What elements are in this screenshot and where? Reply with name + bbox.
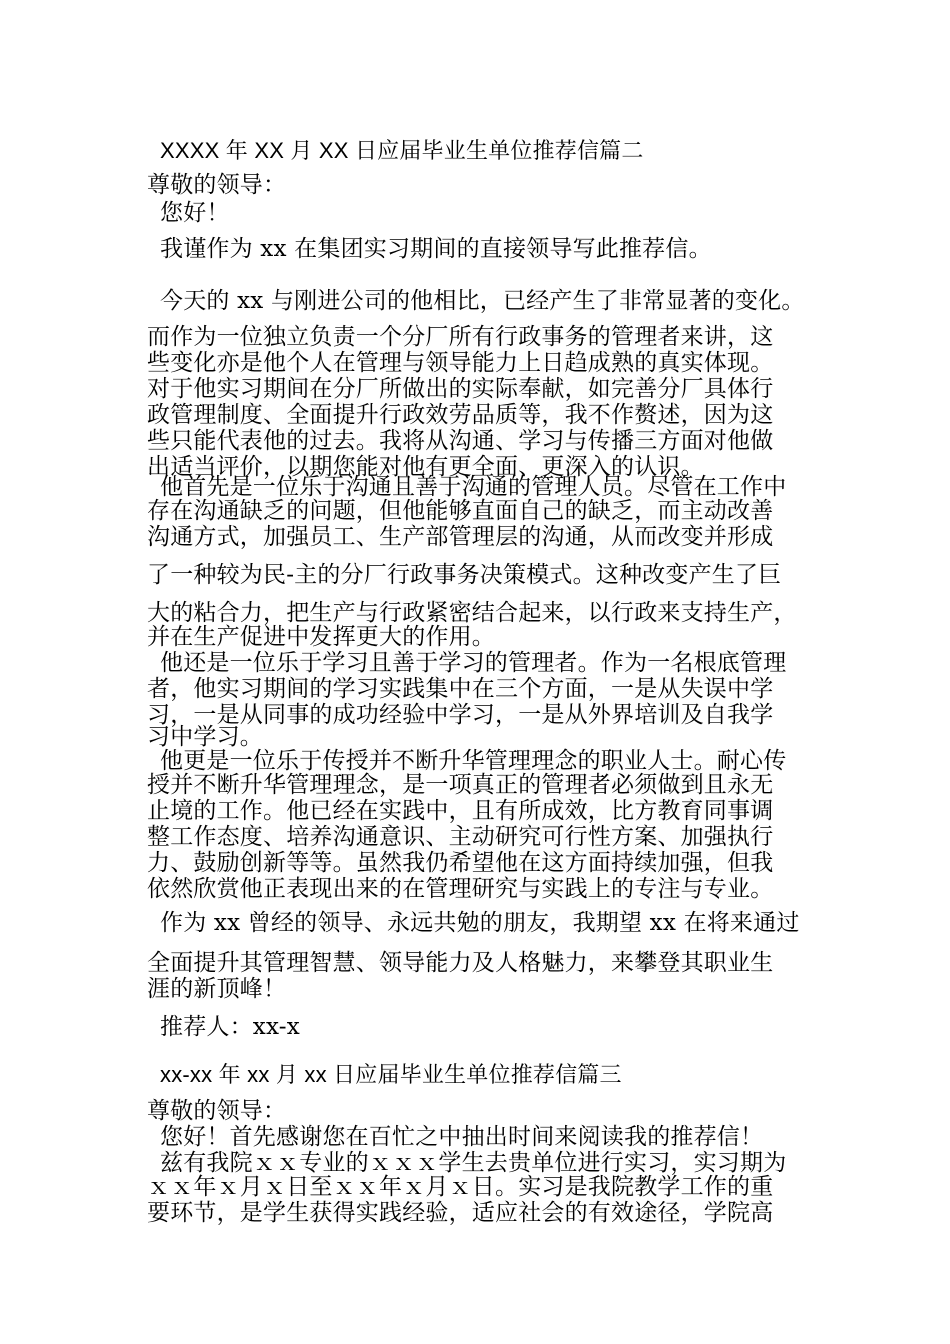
paragraph-line: 存在沟通缺乏的问题，但他能够直面自己的缺乏，而主动改善 (147, 498, 774, 524)
section-title-3: xx-xx 年 xx 月 xx 日应届毕业生单位推荐信篇三 (160, 1062, 622, 1087)
paragraph-line: 习中学习。 (147, 724, 263, 750)
paragraph-line: 止境的工作。他已经在实践中，且有所成效，比方教育同事调 (147, 798, 774, 824)
paragraph-line: 对于他实习期间在分厂所做出的实际奉献，如完善分厂具体行 (147, 376, 774, 402)
paragraph-line: 授并不断升华管理理念，是一项真正的管理者必须做到且永无 (147, 772, 774, 798)
salutation: 尊敬的领导： (147, 1098, 287, 1124)
paragraph-line: 整工作态度、培养沟通意识、主动研究可行性方案、加强执行 (147, 824, 774, 850)
paragraph-line: 我谨作为 xx 在集团实习期间的直接领导写此推荐信。 (160, 236, 712, 262)
paragraph-line: 作为 xx 曾经的领导、永远共勉的朋友，我期望 xx 在将来通过 (160, 910, 800, 936)
paragraph-line: 涯的新顶峰！ (147, 976, 287, 1002)
paragraph-line: 兹有我院ｘｘ专业的ｘｘｘ学生去贵单位进行实习，实习期为 (160, 1150, 787, 1176)
paragraph-line: 全面提升其管理智慧、领导能力及人格魅力，来攀登其职业生 (147, 950, 774, 976)
paragraph-line: 些变化亦是他个人在管理与领导能力上日趋成熟的真实体现。 (147, 350, 774, 376)
signature-line: 推荐人：xx-x (160, 1014, 300, 1040)
greeting: 您好！ (160, 200, 230, 226)
paragraph-line: 他更是一位乐于传授并不断升华管理理念的职业人士。耐心传 (160, 748, 787, 774)
paragraph-line: 要环节，是学生获得实践经验，适应社会的有效途径，学院高 (147, 1200, 774, 1226)
paragraph-line: 他首先是一位乐于沟通且善于沟通的管理人员。尽管在工作中 (160, 474, 787, 500)
paragraph-line: 力、鼓励创新等等。虽然我仍希望他在这方面持续加强，但我 (147, 850, 774, 876)
paragraph-line: 出适当评价，以期您能对他有更全面、更深入的认识。 (147, 454, 704, 480)
paragraph-line: 了一种较为民-主的分厂行政事务决策模式。这种改变产生了巨 (147, 562, 782, 588)
paragraph-line: 些只能代表他的过去。我将从沟通、学习与传播三方面对他做 (147, 428, 774, 454)
greeting: 您好！首先感谢您在百忙之中抽出时间来阅读我的推荐信！ (160, 1124, 764, 1150)
paragraph-line: 并在生产促进中发挥更大的作用。 (147, 624, 495, 650)
paragraph-line: 他还是一位乐于学习且善于学习的管理者。作为一名根底管理 (160, 650, 787, 676)
paragraph-line: 依然欣赏他正表现出来的在管理研究与实践上的专注与专业。 (147, 876, 774, 902)
paragraph-line: 沟通方式，加强员工、生产部管理层的沟通，从而改变并形成 (147, 524, 774, 550)
paragraph-line: 政管理制度、全面提升行政效劳品质等，我不作赘述，因为这 (147, 402, 774, 428)
salutation: 尊敬的领导： (147, 172, 287, 198)
paragraph-line: 今天的 xx 与刚进公司的他相比，已经产生了非常显著的变化。 (160, 288, 805, 314)
paragraph-line: 而作为一位独立负责一个分厂所有行政事务的管理者来讲，这 (147, 324, 774, 350)
section-title-2: XXXX 年 XX 月 XX 日应届毕业生单位推荐信篇二 (160, 138, 644, 163)
paragraph-line: ｘｘ年ｘ月ｘ日至ｘｘ年ｘ月ｘ日。实习是我院教学工作的重 (147, 1174, 774, 1200)
paragraph-line: 习，一是从同事的成功经验中学习，一是从外界培训及自我学 (147, 702, 774, 728)
paragraph-line: 大的粘合力，把生产与行政紧密结合起来，以行政来支持生产， (147, 600, 797, 626)
paragraph-line: 者，他实习期间的学习实践集中在三个方面，一是从失误中学 (147, 676, 774, 702)
